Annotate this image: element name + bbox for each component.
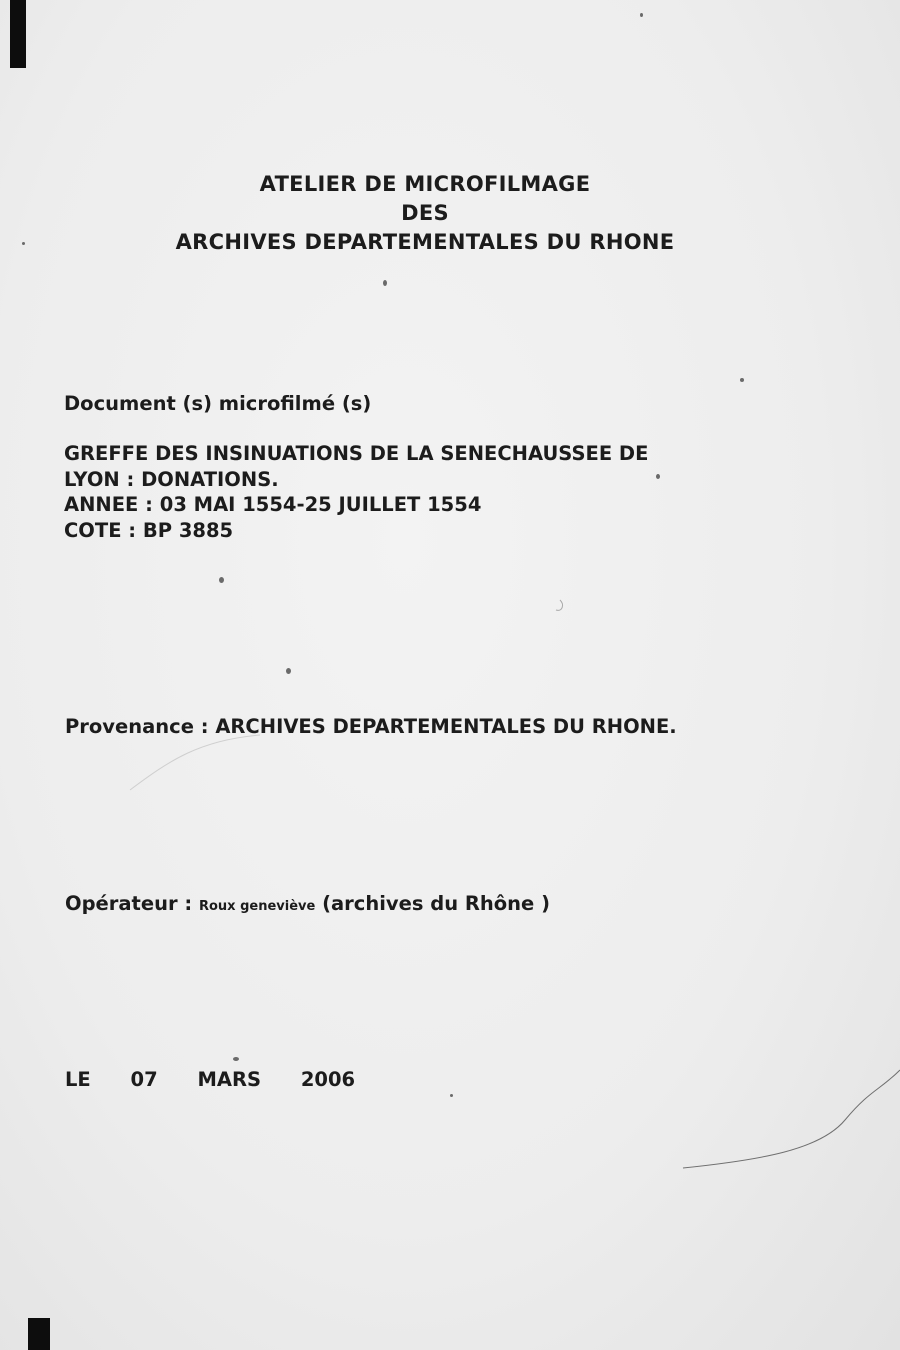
date-line [65,1068,388,1091]
provenance-text: Provenance : ARCHIVES DEPARTEMENTALES DU RHONE. [65,715,677,738]
header-line-2: DES [401,201,449,225]
document-label: Document (s) microfilmé (s) [64,392,372,415]
date-day: 07 [130,1068,158,1091]
operateur-affiliation: (archives du Rhône ) [322,892,550,915]
date-le: LE [65,1068,91,1091]
operateur-name: Roux geneviève [198,899,316,914]
header-line-3: ARCHIVES DEPARTEMENTALES DU RHONE [175,230,675,254]
document-line: ANNEE : 03 MAI 1554-25 JUILLET 1554 [64,493,482,516]
date-month: MARS [197,1068,262,1091]
header-title [60,170,840,257]
document-line: LYON : DONATIONS. [64,467,279,491]
document-details [64,441,648,543]
header-line-1: ATELIER DE MICROFILMAGE [259,172,591,196]
operateur-line [65,892,550,915]
date-year: 2006 [300,1068,356,1091]
document-line: GREFFE DES INSINUATIONS DE LA SENECHAUSSEE DE [64,442,649,465]
document-line: COTE : BP 3885 [64,518,234,542]
operateur-label: Opérateur : [65,892,193,915]
